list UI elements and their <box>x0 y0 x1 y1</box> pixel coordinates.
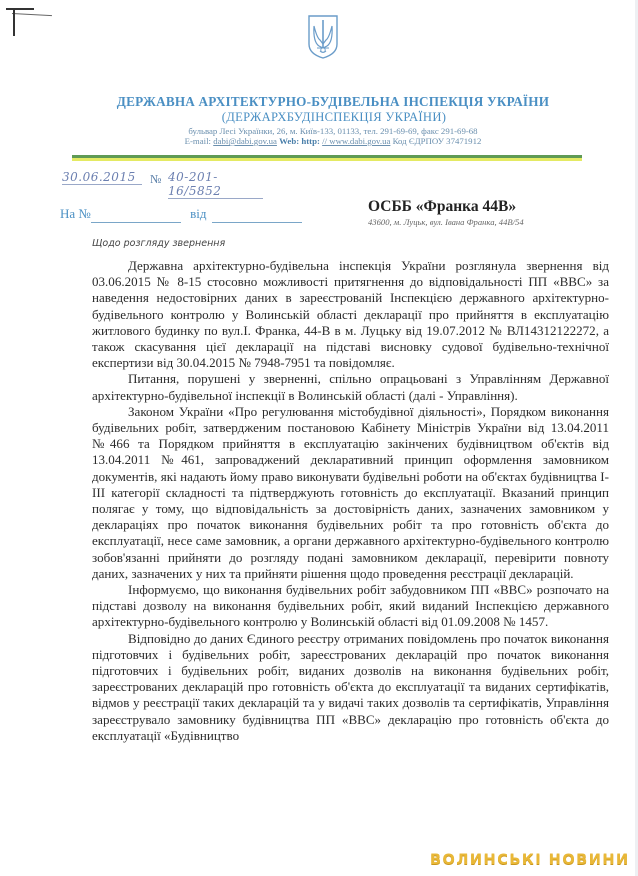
registration-number: 40-201-16/5852 <box>168 170 263 199</box>
registration-date: 30.06.2015 <box>62 170 142 185</box>
organization-address: бульвар Лесі Українки, 26, м. Київ-133, 01133, тел. 291-69-69, факс 291-69-68 <box>188 126 478 136</box>
trident-emblem-icon <box>307 14 339 60</box>
letter-body <box>92 258 609 744</box>
letter-subject: Щодо розгляду звернення <box>92 238 226 249</box>
addressee-block <box>368 198 524 227</box>
corner-mark-horizontal <box>6 8 34 10</box>
body-paragraph: Законом України «Про регулювання містобудівної діяльності», Порядком виконання будівельних робіт, затвердженим постановою Кабінету Міністрів України від 13.04.2011 №466 та Порядком прийняття в експлуатацію закінчених будівництвом об'єктів від 13.04.2011 №461, запроваджений декларативний принцип оформлення замовником документів, які надають йому право виконувати будівельні роботи на об'єктах будівництва І-ІІІ категорії складності та підтверджують готовність до експлуатації. Вказаний принцип полягає у тому, що відповідальність за достовірність даних, зазначених замовником у деклараціях про початок виконання будівельних робіт та про готовність об'єкта до експлуатації, несе саме замовник, а органи державного архітектурно-будівельного контролю зобов'язанні прийняти до розгляду подані замовником декларації, перевірити повноту даних, зазначених у них та прийняти рішення щодо проведення реєстрації декларацій. <box>92 403 609 581</box>
organization-name: ДЕРЖАВНА АРХІТЕКТУРНО-БУДІВЕЛЬНА ІНСПЕКЦІЯ УКРАЇНИ <box>116 94 550 109</box>
web-link[interactable]: // www.dabi.gov.ua <box>322 136 391 146</box>
organization-contacts <box>28 136 638 146</box>
from-label: від <box>190 206 207 221</box>
email-link[interactable]: dabi@dabi.gov.ua <box>213 136 277 146</box>
registration-number-label: № <box>150 172 162 186</box>
on-number-label: На № <box>60 206 91 221</box>
reference-line <box>60 206 302 223</box>
body-paragraph: Інформуємо, що виконання будівельних робіт забудовником ПП «ВВС» розпочато на підставі дозволу на виконання будівельних робіт, який виданий Інспекцією державного архітектурно-будівельного контролю у Волинській області від 01.09.2008 № 1457. <box>92 582 609 630</box>
source-watermark: ВОЛИНСЬКІ НОВИНИ <box>430 852 630 868</box>
body-paragraph: Державна архітектурно-будівельна інспекція України розглянула звернення від 03.06.2015 № 8-15 стосовно можливості притягнення до відповідальності ПП «ВВС» за наведення недостовірних даних в зареєстрованій Інспекцією державного архітектурно-будівельного контролю у Волинській області декларації про прийняття в експлуатацію житлового будинку по вул.І. Франка, 44-В в м. Луцьку від 19.07.2012 № ВЛ14312122272, а також скасування цієї декларації на підставі висновку судової будівельно-технічної експертизи від 30.04.2015 № 7948-7951 та повідомляє. <box>92 258 609 371</box>
letterhead <box>0 94 638 146</box>
body-paragraph: Відповідно до даних Єдиного реєстру отриманих повідомлень про початок виконання підготовчих і будівельних робіт, зареєстрованих декларацій про початок виконання підготовчих і будівельних робіт, виданих дозволів на виконання будівельних робіт, зареєстрованих декларацій про готовність об'єкта до експлуатації та виданих сертифікатів, відмов у реєстрації таких декларацій та у видачі таких дозволів та сертифікатів, Управління зареєструвало замовнику будівництва ПП «ВВС» декларацію про готовність об'єкта до експлуатації «Будівництво <box>92 630 609 743</box>
letterhead-divider <box>72 155 582 161</box>
web-label: Web: http: <box>279 136 320 146</box>
on-number-blank <box>91 206 181 223</box>
edrpou-code: Код ЄДРПОУ 37471912 <box>392 136 482 146</box>
corner-mark-vertical <box>13 8 15 36</box>
organization-short-name: (ДЕРЖАРХБУДІНСПЕКЦІЯ УКРАЇНИ) <box>221 110 447 124</box>
from-date-blank <box>212 206 302 223</box>
body-paragraph: Питання, порушені у зверненні, спільно опрацьовані з Управлінням Державної архітектурно-будівельної інспекції в Волинській області (далі - Управління). <box>92 371 609 403</box>
corner-staple-mark <box>6 8 46 38</box>
corner-mark-stroke <box>12 13 52 16</box>
addressee-name: ОСББ «Франка 44В» <box>368 198 517 215</box>
addressee-address: 43600, м. Луцьк, вул. Івана Франка, 44В/54 <box>368 217 524 227</box>
email-label: E-mail: <box>184 136 211 146</box>
